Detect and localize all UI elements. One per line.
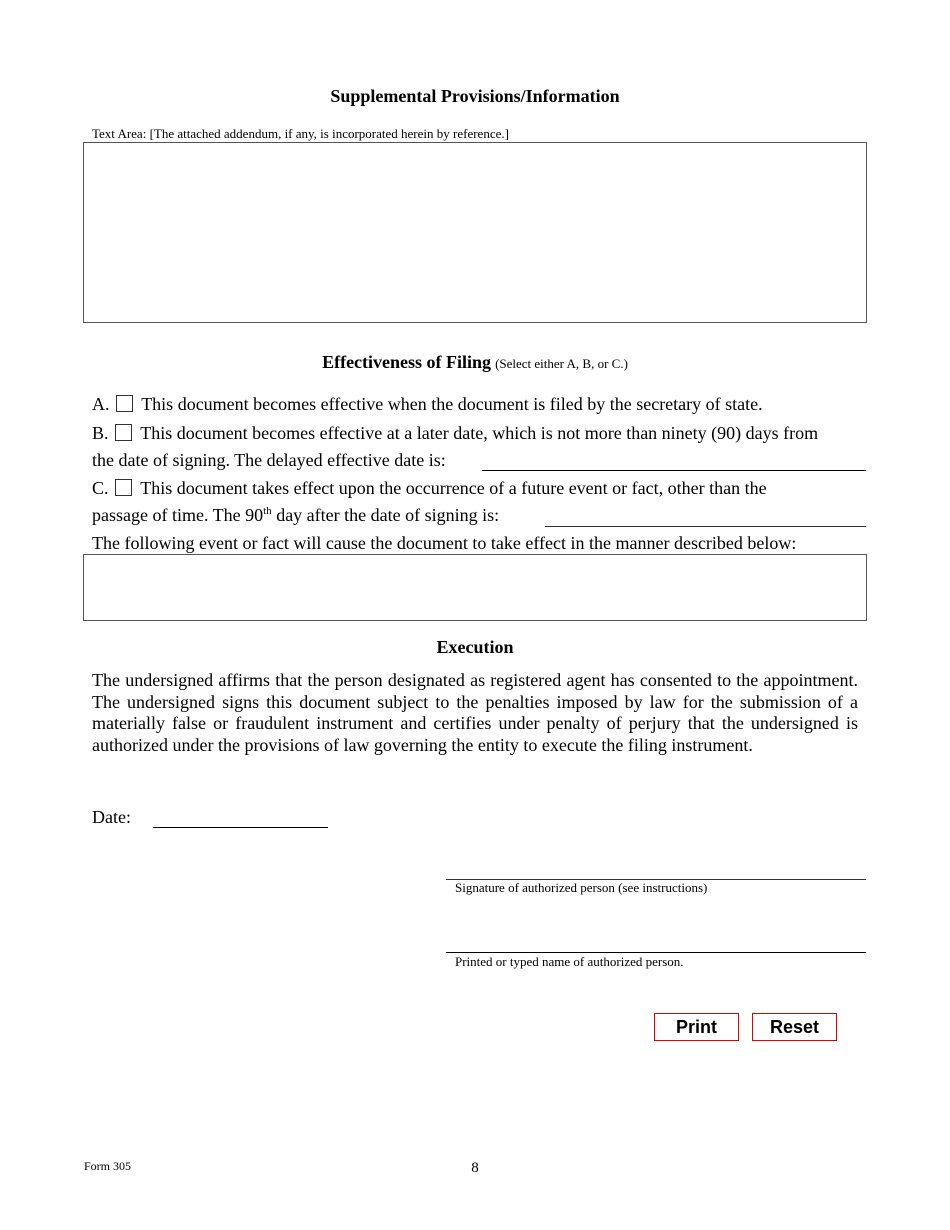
date-label: Date: xyxy=(92,807,131,827)
option-c-line2-post: day after the date of signing is: xyxy=(271,505,500,525)
option-b-date-field[interactable] xyxy=(482,470,866,471)
option-a-checkbox[interactable] xyxy=(116,395,133,412)
option-a-text: This document becomes effective when the document is filed by the secretary of state. xyxy=(141,394,763,414)
effectiveness-heading xyxy=(0,352,950,373)
option-b-letter: B. xyxy=(92,423,109,443)
printed-name-line[interactable] xyxy=(446,952,866,953)
option-b-checkbox[interactable] xyxy=(115,424,132,441)
option-b-text-line2: the date of signing. The delayed effective date is: xyxy=(92,450,446,470)
option-b-row xyxy=(92,423,818,444)
page-number: 8 xyxy=(471,1160,479,1176)
option-b-text-line1: This document becomes effective at a later date, which is not more than ninety (90) days from xyxy=(140,423,819,443)
option-c-line2-pre: passage of time. The 90 xyxy=(92,505,264,525)
option-c-date-field[interactable] xyxy=(545,526,866,527)
supplemental-text-area[interactable] xyxy=(83,142,867,323)
printed-name-label: Printed or typed name of authorized person. xyxy=(455,954,684,969)
effectiveness-title: Effectiveness of Filing xyxy=(322,352,492,372)
text-area-label: Text Area: [The attached addendum, if any, is incorporated herein by reference.] xyxy=(92,126,509,141)
print-button[interactable]: Print xyxy=(654,1013,739,1041)
option-c-row xyxy=(92,478,767,499)
option-c-text-line1: This document takes effect upon the occurrence of a future event or fact, other than the xyxy=(140,478,767,498)
option-c-letter: C. xyxy=(92,478,109,498)
option-c-line2-sup: th xyxy=(263,505,272,517)
supplemental-title: Supplemental Provisions/Information xyxy=(330,86,620,106)
event-text-area[interactable] xyxy=(83,554,867,621)
execution-title: Execution xyxy=(436,637,514,657)
form-number: Form 305 xyxy=(84,1159,132,1173)
option-a-letter: A. xyxy=(92,394,110,414)
option-c-checkbox[interactable] xyxy=(115,479,132,496)
option-a-row xyxy=(92,394,763,415)
execution-paragraph: The undersigned affirms that the person designated as registered agent has consented to the appointment. The undersigned signs this document subject to the penalties imposed by law for the submission of a materially false or fraudulent instrument and certifies under penalty of perjury that the undersigned is authorized under the provisions of law governing the entity to execute the filing instrument. xyxy=(92,670,858,755)
effectiveness-note: (Select either A, B, or C.) xyxy=(495,356,628,371)
date-field[interactable] xyxy=(153,827,328,828)
reset-button[interactable]: Reset xyxy=(752,1013,837,1041)
signature-label: Signature of authorized person (see instructions) xyxy=(455,880,708,895)
option-c-text-line2 xyxy=(92,505,499,526)
event-label: The following event or fact will cause the document to take effect in the manner described below: xyxy=(92,533,797,553)
